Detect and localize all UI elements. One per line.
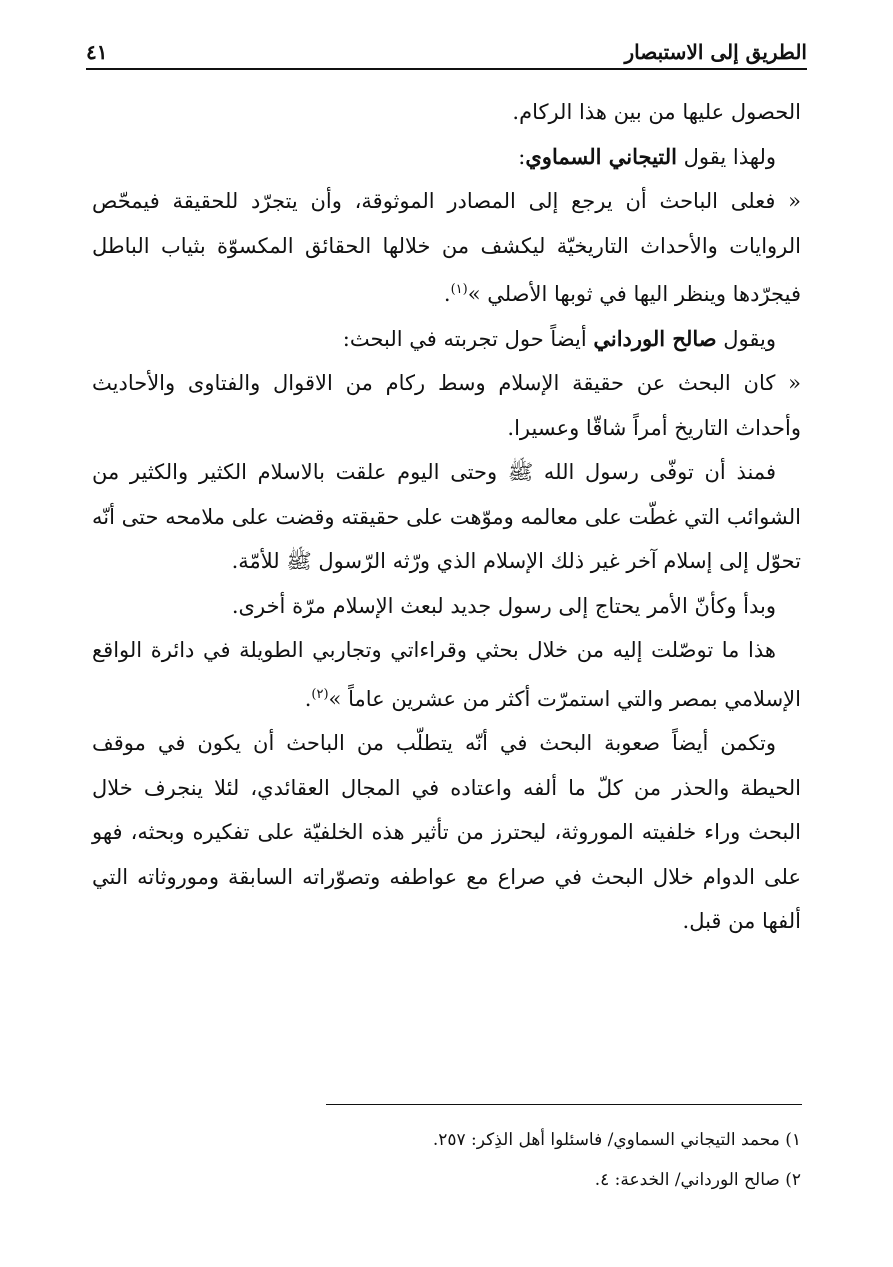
quote-wardani-3 xyxy=(92,584,801,629)
quote-tijani xyxy=(92,179,801,317)
page-body xyxy=(92,90,801,944)
quote-tijani-end: . xyxy=(443,282,451,306)
quote-tijani-text: « فعلى الباحث أن يرجع إلى المصادر الموثوقة، وأن يتجرّد للحقيقة فيمحّص الروايات والأحداث التاريخيّة ليكشف من خلالها الحقائق المكسوّة بثياب الباطل فيجرّدها وينظر اليها في ثوبها الأصلي » xyxy=(92,189,801,306)
running-title: الطريق إلى الاستبصار xyxy=(624,40,807,64)
footnotes xyxy=(241,1120,801,1200)
running-header xyxy=(86,30,807,70)
paragraph-2-intro: ولهذا يقول xyxy=(676,144,776,169)
footnote-2: ٢) صالح الورداني/ الخدعة: ٤. xyxy=(594,1170,801,1190)
paragraph-4-rest: أيضاً حول تجربته في البحث: xyxy=(342,326,594,351)
quote-wardani-4 xyxy=(92,628,801,721)
paragraph-9 xyxy=(92,721,801,944)
quote-wardani-4-text: هذا ما توصّلت إليه من خلال بحثي وقراءاتي وتجاربي الطويلة في دائرة الواقع الإسلامي بمصر والتي استمرّت أكثر من عشرين عاماً » xyxy=(92,638,801,711)
paragraph-1 xyxy=(92,90,801,135)
quote-wardani-4-end: . xyxy=(304,686,312,711)
author-name-tijani: التيجاني السماوي xyxy=(525,143,677,169)
paragraph-1-text: الحصول عليها من بين هذا الركام. xyxy=(512,100,801,124)
quote-wardani-3-text: وبدأ وكأنّ الأمر يحتاج إلى رسول جديد لبعث الإسلام مرّة أخرى. xyxy=(231,593,776,618)
footnote-divider xyxy=(326,1104,802,1105)
footnote-ref-1: (١) xyxy=(450,282,468,297)
quote-wardani-2 xyxy=(92,450,801,584)
quote-wardani-1-text: « كان البحث عن حقيقة الإسلام وسط ركام من الاقوال والفتاوى والأحاديث وأحداث التاريخ أمراً شاقّا وعسيرا. xyxy=(92,371,801,440)
paragraph-2 xyxy=(92,135,801,180)
author-name-wardani: صالح الورداني xyxy=(593,325,717,351)
page-number: ٤١ xyxy=(86,40,108,64)
quote-wardani-2-text: فمنذ أن توفّى رسول الله ﷺ وحتى اليوم علقت بالاسلام الكثير والكثير من الشوائب التي غطّت على معالمه وموّهت على حقيقته وقضت على ملامحه حتى أنّه تحوّل إلى إسلام آخر غير ذلك الإسلام الذي ورّثه الرّسول ﷺ للأمّة. xyxy=(92,460,801,573)
paragraph-2-colon: : xyxy=(518,144,526,169)
paragraph-9-text: وتكمن أيضاً صعوبة البحث في أنّه يتطلّب من الباحث أن يكون في موقف الحيطة والحذر من كلّ ما ألفه واعتاده في المجال العقائدي، لئلا ينجرف خلال البحث وراء خلفيته الموروثة، ليحترز من تأثير هذه الخلفيّة على تفكيره وبحثه، فهو على الدوام خلال البحث في صراع مع عواطفه وتصوّراته السابقة وموروثاته التي ألفها من قبل. xyxy=(92,731,801,933)
quote-wardani-1 xyxy=(92,361,801,450)
footnote-ref-2: (٢) xyxy=(311,686,329,702)
footnote-1: ١) محمد التيجاني السماوي/ فاسئلوا أهل الذِكر: ٢٥٧. xyxy=(432,1130,801,1150)
paragraph-4-intro: ويقول xyxy=(716,326,776,351)
paragraph-4 xyxy=(92,317,801,362)
